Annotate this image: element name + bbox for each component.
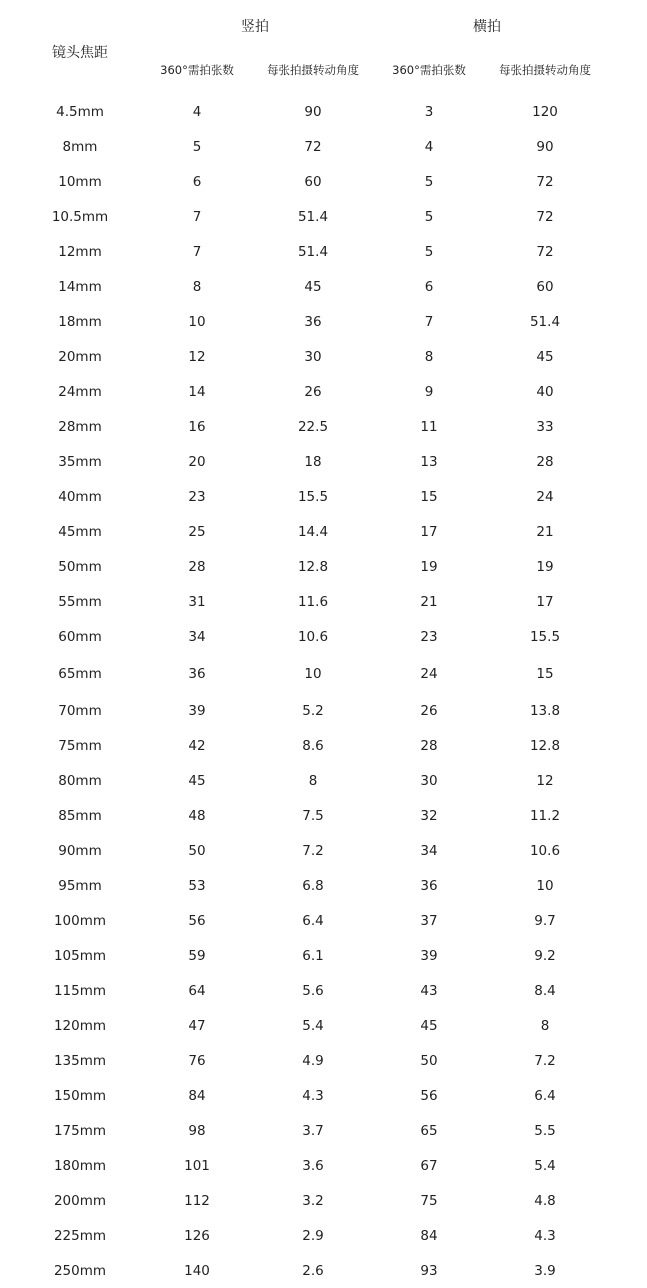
- cell-focal-length: 80mm: [58, 773, 102, 789]
- cell-horizontal-count: 5: [424, 174, 434, 190]
- cell-focal-length: 85mm: [58, 808, 102, 824]
- cell-vertical-count: 10: [188, 314, 206, 330]
- cell-horizontal-angle: 11.2: [529, 808, 561, 824]
- cell-horizontal-angle: 15: [536, 666, 554, 682]
- cell-horizontal-angle: 45: [536, 349, 554, 365]
- table-row: [22, 304, 625, 339]
- cell-vertical-count: 45: [188, 773, 206, 789]
- cell-focal-length: 100mm: [53, 913, 107, 929]
- cell-vertical-count: 76: [188, 1053, 206, 1069]
- cell-horizontal-count: 65: [420, 1123, 438, 1139]
- table-body: [22, 94, 625, 1288]
- cell-horizontal-count: 13: [420, 454, 438, 470]
- table-row: [22, 868, 625, 903]
- cell-focal-length: 10.5mm: [51, 209, 109, 225]
- header-horizontal-count: 360°需拍张数: [392, 63, 466, 77]
- cell-horizontal-angle: 9.2: [534, 948, 556, 964]
- cell-focal-length: 14mm: [58, 279, 102, 295]
- cell-horizontal-count: 9: [424, 384, 434, 400]
- table-row: [22, 94, 625, 129]
- cell-vertical-angle: 11.6: [297, 594, 329, 610]
- table-row: [22, 656, 625, 693]
- cell-horizontal-angle: 12.8: [529, 738, 561, 754]
- cell-focal-length: 65mm: [58, 666, 102, 682]
- cell-focal-length: 70mm: [58, 703, 102, 719]
- cell-vertical-count: 6: [192, 174, 202, 190]
- table-row: [22, 374, 625, 409]
- cell-focal-length: 10mm: [58, 174, 102, 190]
- cell-horizontal-angle: 15.5: [529, 629, 561, 645]
- table-row: [22, 584, 625, 619]
- cell-focal-length: 55mm: [58, 594, 102, 610]
- cell-horizontal-count: 3: [424, 104, 434, 120]
- cell-focal-length: 180mm: [53, 1158, 107, 1174]
- cell-vertical-angle: 6.4: [302, 913, 324, 929]
- table-row: [22, 129, 625, 164]
- header-group-vertical: 竖拍: [241, 19, 269, 35]
- cell-vertical-count: 25: [188, 524, 206, 540]
- cell-vertical-count: 8: [192, 279, 202, 295]
- table-row: [22, 479, 625, 514]
- cell-horizontal-count: 36: [420, 878, 438, 894]
- cell-vertical-angle: 12.8: [297, 559, 329, 575]
- table-row: [22, 269, 625, 304]
- cell-vertical-count: 31: [188, 594, 206, 610]
- table-row: [22, 693, 625, 728]
- cell-vertical-count: 47: [188, 1018, 206, 1034]
- table-row: [22, 1183, 625, 1218]
- cell-vertical-count: 12: [188, 349, 206, 365]
- cell-focal-length: 40mm: [58, 489, 102, 505]
- cell-focal-length: 24mm: [58, 384, 102, 400]
- cell-vertical-count: 48: [188, 808, 206, 824]
- cell-horizontal-count: 17: [420, 524, 438, 540]
- cell-vertical-count: 7: [192, 244, 202, 260]
- focal-length-table: [22, 0, 625, 1279]
- cell-vertical-angle: 26: [304, 384, 322, 400]
- cell-vertical-angle: 36: [304, 314, 322, 330]
- cell-vertical-angle: 2.9: [302, 1228, 324, 1244]
- cell-vertical-count: 53: [188, 878, 206, 894]
- cell-vertical-angle: 14.4: [297, 524, 329, 540]
- cell-vertical-angle: 90: [304, 104, 322, 120]
- cell-vertical-count: 5: [192, 139, 202, 155]
- table-row: [22, 619, 625, 656]
- table-row: [22, 1113, 625, 1148]
- cell-vertical-angle: 8.6: [302, 738, 324, 754]
- cell-vertical-angle: 5.6: [302, 983, 324, 999]
- cell-horizontal-angle: 8.4: [534, 983, 556, 999]
- cell-horizontal-count: 30: [420, 773, 438, 789]
- cell-vertical-count: 42: [188, 738, 206, 754]
- table-row: [22, 1253, 625, 1288]
- table-row: [22, 973, 625, 1008]
- cell-vertical-count: 34: [188, 629, 206, 645]
- table-row: [22, 1078, 625, 1113]
- cell-focal-length: 4.5mm: [56, 104, 104, 120]
- cell-vertical-angle: 10.6: [297, 629, 329, 645]
- cell-vertical-angle: 5.4: [302, 1018, 324, 1034]
- cell-vertical-count: 16: [188, 419, 206, 435]
- cell-focal-length: 60mm: [58, 629, 102, 645]
- cell-vertical-angle: 18: [304, 454, 322, 470]
- cell-horizontal-angle: 9.7: [534, 913, 556, 929]
- cell-focal-length: 95mm: [58, 878, 102, 894]
- cell-horizontal-angle: 90: [536, 139, 554, 155]
- table-row: [22, 339, 625, 374]
- table-row: [22, 549, 625, 584]
- cell-vertical-count: 20: [188, 454, 206, 470]
- cell-vertical-count: 101: [184, 1158, 210, 1174]
- cell-focal-length: 225mm: [53, 1228, 107, 1244]
- cell-focal-length: 20mm: [58, 349, 102, 365]
- cell-horizontal-angle: 4.3: [534, 1228, 556, 1244]
- cell-focal-length: 115mm: [53, 983, 107, 999]
- cell-focal-length: 50mm: [58, 559, 102, 575]
- cell-horizontal-angle: 51.4: [529, 314, 561, 330]
- cell-vertical-angle: 30: [304, 349, 322, 365]
- cell-vertical-count: 28: [188, 559, 206, 575]
- cell-horizontal-count: 39: [420, 948, 438, 964]
- cell-vertical-angle: 60: [304, 174, 322, 190]
- table-row: [22, 763, 625, 798]
- cell-vertical-angle: 8: [308, 773, 318, 789]
- cell-horizontal-angle: 24: [536, 489, 554, 505]
- cell-vertical-angle: 4.3: [302, 1088, 324, 1104]
- cell-focal-length: 12mm: [58, 244, 102, 260]
- cell-horizontal-count: 50: [420, 1053, 438, 1069]
- cell-horizontal-angle: 19: [536, 559, 554, 575]
- cell-horizontal-angle: 72: [536, 209, 554, 225]
- cell-focal-length: 28mm: [58, 419, 102, 435]
- cell-horizontal-count: 6: [424, 279, 434, 295]
- cell-horizontal-count: 28: [420, 738, 438, 754]
- cell-focal-length: 8mm: [62, 139, 98, 155]
- table-row: [22, 164, 625, 199]
- cell-vertical-angle: 6.1: [302, 948, 324, 964]
- cell-vertical-angle: 2.6: [302, 1263, 324, 1279]
- cell-vertical-angle: 3.7: [302, 1123, 324, 1139]
- cell-horizontal-count: 21: [420, 594, 438, 610]
- table-row: [22, 199, 625, 234]
- table-row: [22, 1043, 625, 1078]
- cell-horizontal-count: 8: [424, 349, 434, 365]
- cell-horizontal-count: 75: [420, 1193, 438, 1209]
- cell-horizontal-count: 4: [424, 139, 434, 155]
- cell-horizontal-angle: 28: [536, 454, 554, 470]
- cell-focal-length: 135mm: [53, 1053, 107, 1069]
- cell-horizontal-angle: 5.5: [534, 1123, 556, 1139]
- cell-focal-length: 90mm: [58, 843, 102, 859]
- cell-horizontal-angle: 8: [540, 1018, 550, 1034]
- cell-vertical-count: 4: [192, 104, 202, 120]
- header-vertical-angle: 每张拍摄转动角度: [267, 63, 359, 77]
- table-row: [22, 1008, 625, 1043]
- cell-vertical-angle: 7.5: [302, 808, 324, 824]
- cell-horizontal-count: 24: [420, 666, 438, 682]
- table-row: [22, 234, 625, 269]
- header-vertical-count: 360°需拍张数: [160, 63, 234, 77]
- cell-horizontal-angle: 60: [536, 279, 554, 295]
- cell-vertical-angle: 51.4: [297, 209, 329, 225]
- cell-horizontal-angle: 21: [536, 524, 554, 540]
- cell-vertical-count: 14: [188, 384, 206, 400]
- cell-vertical-count: 50: [188, 843, 206, 859]
- cell-focal-length: 35mm: [58, 454, 102, 470]
- table-row: [22, 1218, 625, 1253]
- cell-horizontal-count: 93: [420, 1263, 438, 1279]
- cell-vertical-count: 56: [188, 913, 206, 929]
- cell-focal-length: 175mm: [53, 1123, 107, 1139]
- cell-vertical-angle: 3.6: [302, 1158, 324, 1174]
- table-row: [22, 1148, 625, 1183]
- cell-vertical-count: 64: [188, 983, 206, 999]
- cell-horizontal-count: 45: [420, 1018, 438, 1034]
- cell-horizontal-angle: 7.2: [534, 1053, 556, 1069]
- cell-vertical-count: 140: [184, 1263, 210, 1279]
- cell-horizontal-angle: 6.4: [534, 1088, 556, 1104]
- cell-horizontal-count: 11: [420, 419, 438, 435]
- table-row: [22, 409, 625, 444]
- cell-horizontal-count: 43: [420, 983, 438, 999]
- cell-focal-length: 200mm: [53, 1193, 107, 1209]
- cell-vertical-count: 98: [188, 1123, 206, 1139]
- table-row: [22, 938, 625, 973]
- cell-vertical-count: 23: [188, 489, 206, 505]
- cell-focal-length: 75mm: [58, 738, 102, 754]
- cell-horizontal-count: 37: [420, 913, 438, 929]
- cell-vertical-angle: 51.4: [297, 244, 329, 260]
- cell-horizontal-count: 19: [420, 559, 438, 575]
- cell-vertical-angle: 7.2: [302, 843, 324, 859]
- header-focal-length: 镜头焦距: [52, 45, 108, 61]
- cell-horizontal-angle: 10: [536, 878, 554, 894]
- cell-vertical-count: 59: [188, 948, 206, 964]
- cell-vertical-angle: 72: [304, 139, 322, 155]
- cell-horizontal-angle: 120: [532, 104, 558, 120]
- cell-horizontal-count: 5: [424, 244, 434, 260]
- cell-horizontal-count: 67: [420, 1158, 438, 1174]
- cell-vertical-angle: 4.9: [302, 1053, 324, 1069]
- cell-vertical-angle: 45: [304, 279, 322, 295]
- cell-horizontal-count: 84: [420, 1228, 438, 1244]
- cell-focal-length: 18mm: [58, 314, 102, 330]
- cell-horizontal-angle: 17: [536, 594, 554, 610]
- cell-vertical-angle: 10: [304, 666, 322, 682]
- cell-horizontal-angle: 40: [536, 384, 554, 400]
- cell-horizontal-angle: 4.8: [534, 1193, 556, 1209]
- cell-horizontal-angle: 33: [536, 419, 554, 435]
- cell-horizontal-angle: 12: [536, 773, 554, 789]
- cell-vertical-angle: 15.5: [297, 489, 329, 505]
- cell-horizontal-count: 15: [420, 489, 438, 505]
- cell-horizontal-angle: 5.4: [534, 1158, 556, 1174]
- cell-horizontal-count: 23: [420, 629, 438, 645]
- cell-horizontal-angle: 72: [536, 174, 554, 190]
- table-row: [22, 798, 625, 833]
- cell-horizontal-angle: 10.6: [529, 843, 561, 859]
- table-row: [22, 833, 625, 868]
- cell-vertical-angle: 6.8: [302, 878, 324, 894]
- cell-horizontal-count: 32: [420, 808, 438, 824]
- table-row: [22, 444, 625, 479]
- cell-focal-length: 105mm: [53, 948, 107, 964]
- cell-horizontal-angle: 72: [536, 244, 554, 260]
- cell-vertical-angle: 5.2: [302, 703, 324, 719]
- cell-horizontal-count: 34: [420, 843, 438, 859]
- table-header: [22, 0, 625, 94]
- cell-vertical-angle: 3.2: [302, 1193, 324, 1209]
- cell-focal-length: 120mm: [53, 1018, 107, 1034]
- cell-horizontal-count: 26: [420, 703, 438, 719]
- cell-horizontal-count: 56: [420, 1088, 438, 1104]
- table-row: [22, 514, 625, 549]
- cell-focal-length: 250mm: [53, 1263, 107, 1279]
- cell-vertical-angle: 22.5: [297, 419, 329, 435]
- cell-vertical-count: 36: [188, 666, 206, 682]
- header-group-horizontal: 横拍: [473, 19, 501, 35]
- cell-horizontal-angle: 13.8: [529, 703, 561, 719]
- cell-horizontal-count: 5: [424, 209, 434, 225]
- header-horizontal-angle: 每张拍摄转动角度: [499, 63, 591, 77]
- cell-vertical-count: 7: [192, 209, 202, 225]
- cell-horizontal-count: 7: [424, 314, 434, 330]
- cell-focal-length: 45mm: [58, 524, 102, 540]
- table-row: [22, 903, 625, 938]
- cell-horizontal-angle: 3.9: [534, 1263, 556, 1279]
- cell-focal-length: 150mm: [53, 1088, 107, 1104]
- cell-vertical-count: 84: [188, 1088, 206, 1104]
- cell-vertical-count: 39: [188, 703, 206, 719]
- cell-vertical-count: 126: [184, 1228, 210, 1244]
- table-row: [22, 728, 625, 763]
- cell-vertical-count: 112: [184, 1193, 210, 1209]
